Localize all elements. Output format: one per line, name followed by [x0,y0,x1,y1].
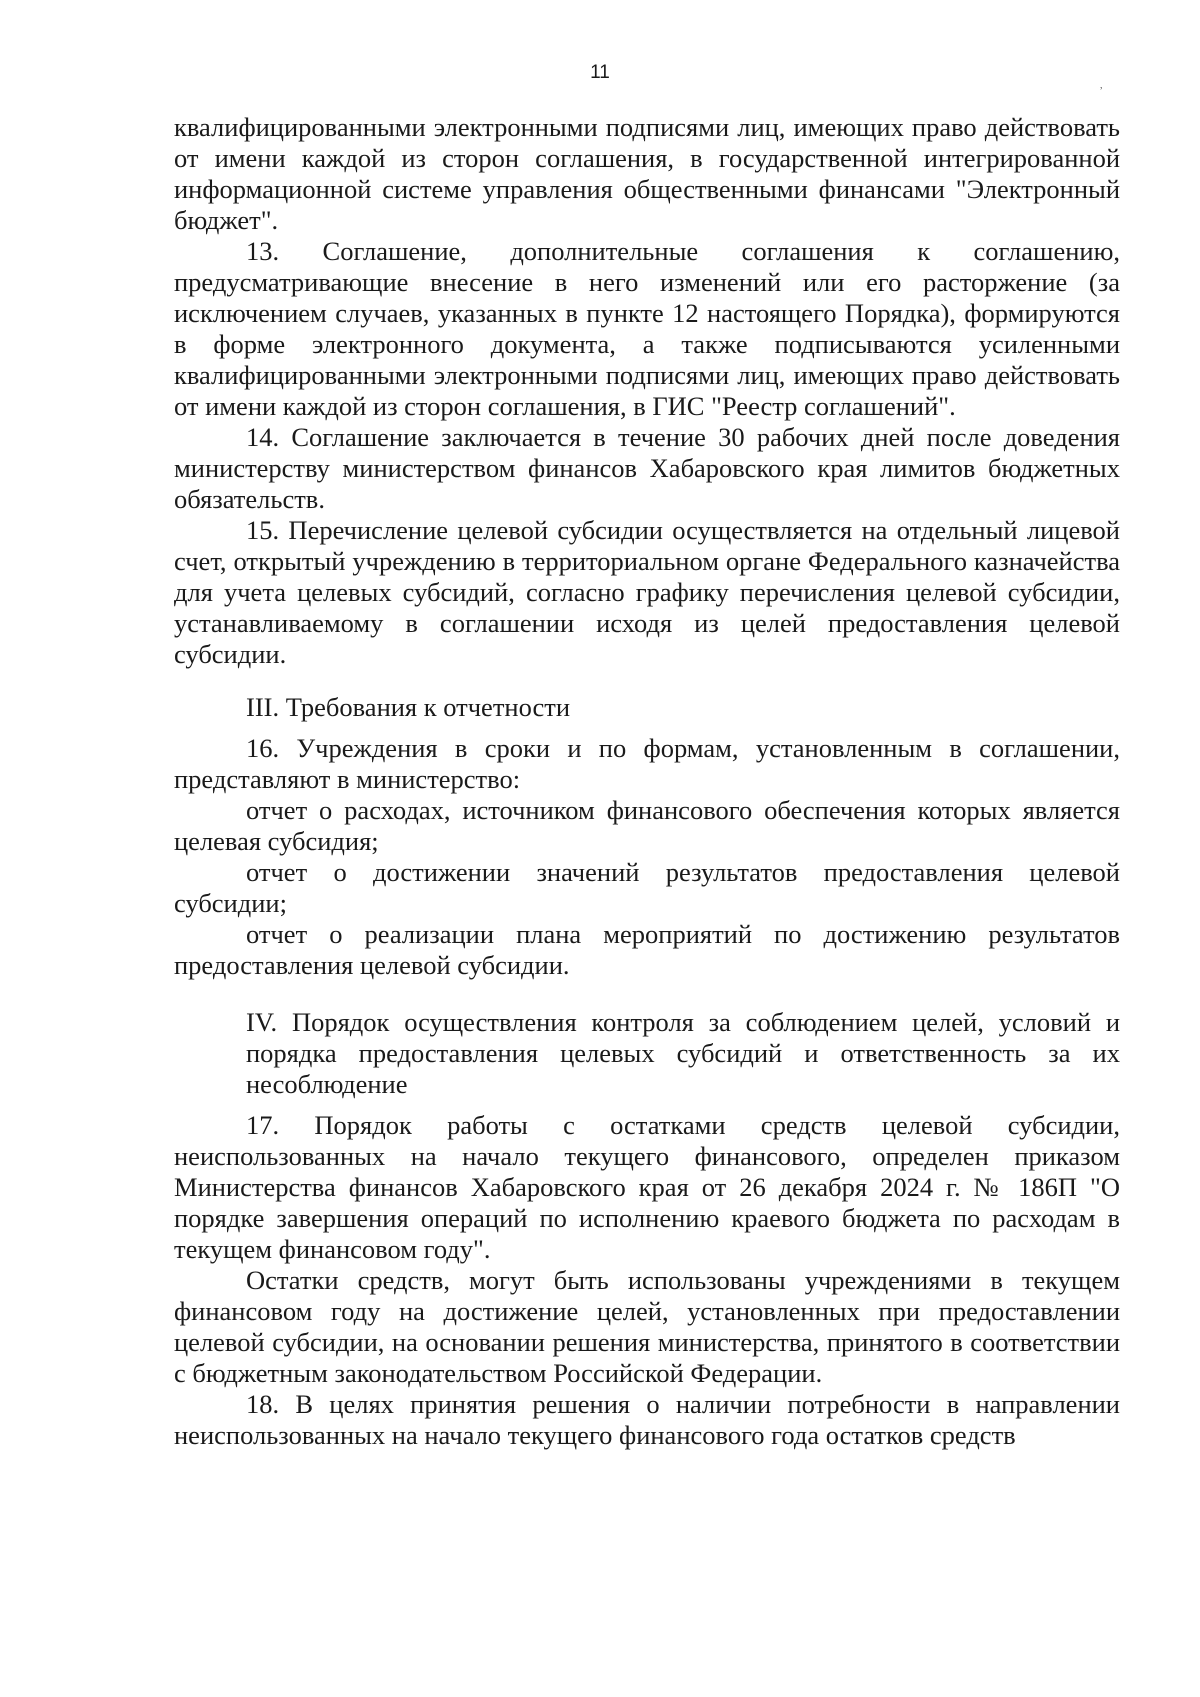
paragraph-17: 17. Порядок работы с остатками средств целевой субсидии, неиспользованных на начало текущего финансового, определен приказом Министерства финансов Хабаровского края от 26 декабря 2024 г. № 186П "О порядке завершения операций по исполнению краевого бюджета по расходам в текущем финансовом году". [174,1110,1120,1264]
paragraph-continuation: квалифицированными электронными подписями лиц, имеющих право действовать от имени каждой из сторон соглашения, в государственной интегрированной информационной системе управления общественными финансами "Электронный бюджет". [174,112,1120,235]
paragraph-16-item-1: отчет о расходах, источником финансового обеспечения которых является целевая субсидия; [174,795,1120,856]
paragraph-16-item-2: отчет о достижении значений результатов предоставления целевой субсидии; [174,857,1120,918]
section-heading-iii: III. Требования к отчетности [246,692,571,722]
page-number: 11 [590,62,610,83]
paragraph-16: 16. Учреждения в сроки и по формам, установленным в соглашении, представляют в министерство: [174,733,1120,794]
paragraph-18: 18. В целях принятия решения о наличии потребности в направлении неиспользованных на начало текущего финансового года остатков средств [174,1389,1120,1450]
paragraph-14: 14. Соглашение заключается в течение 30 рабочих дней после доведения министерству министерством финансов Хабаровского края лимитов бюджетных обязательств. [174,422,1120,514]
paragraph-13: 13. Соглашение, дополнительные соглашения к соглашению, предусматривающие внесение в него изменений или его расторжение (за исключением случаев, указанных в пункте 12 настоящего Порядка), формируются в форме электронного документа, а также подписываются усиленными квалифицированными электронными подписями лиц, имеющих право действовать от имени каждой из сторон соглашения, в ГИС "Реестр соглашений". [174,236,1120,421]
paragraph-16-item-3: отчет о реализации плана мероприятий по достижению результатов предоставления целевой субсидии. [174,919,1120,980]
paragraph-15: 15. Перечисление целевой субсидии осуществляется на отдельный лицевой счет, открытый учреждению в территориальном органе Федерального казначейства для учета целевых субсидий, согласно графику перечисления целевой субсидии, устанавливаемому в соглашении исходя из целей предоставления целевой субсидии. [174,515,1120,669]
paragraph-17-continuation: Остатки средств, могут быть использованы учреждениями в текущем финансовом году на достижение целей, установленных при предоставлении целевой субсидии, на основании решения министерства, принятого в соответствии с бюджетным законодательством Российской Федерации. [174,1265,1120,1388]
section-heading-iv: IV. Порядок осуществления контроля за соблюдением целей, условий и порядка предоставления целевых субсидий и ответственность за их несоблюдение [246,1007,1120,1099]
document-body [174,112,1120,1451]
corner-mark: , [1100,80,1103,91]
